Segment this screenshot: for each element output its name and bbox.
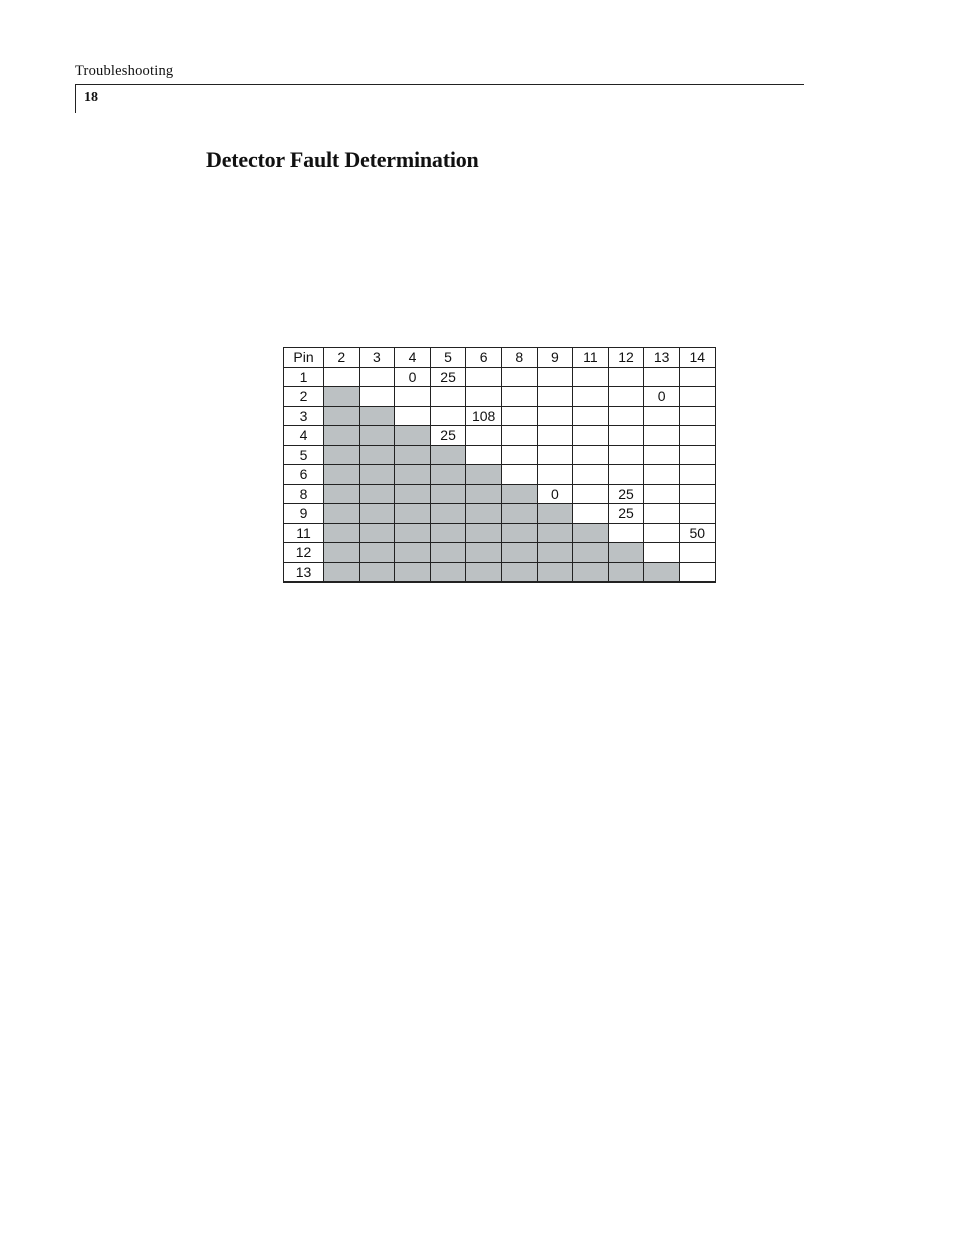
table-header-row (284, 348, 716, 368)
table-cell (537, 406, 573, 426)
table-row (284, 426, 716, 446)
table-row (284, 484, 716, 504)
table-cell (608, 406, 644, 426)
table-cell (573, 484, 609, 504)
column-header: 8 (501, 348, 537, 368)
row-pin-label: 5 (284, 445, 324, 465)
table-cell (608, 426, 644, 446)
shaded-cell (324, 465, 360, 485)
header-rule-vertical (75, 84, 76, 113)
table-cell (501, 406, 537, 426)
shaded-cell (537, 562, 573, 582)
row-pin-label: 13 (284, 562, 324, 582)
shaded-cell (359, 504, 395, 524)
table-cell (679, 484, 715, 504)
table-cell (501, 387, 537, 407)
table-corner-label: Pin (284, 348, 324, 368)
shaded-cell (537, 543, 573, 563)
column-header: 12 (608, 348, 644, 368)
shaded-cell (608, 543, 644, 563)
shaded-cell (573, 562, 609, 582)
pin-table-body (284, 348, 716, 583)
shaded-cell (324, 562, 360, 582)
table-cell (395, 406, 431, 426)
shaded-cell (430, 445, 466, 465)
table-cell (537, 426, 573, 446)
row-pin-label: 12 (284, 543, 324, 563)
shaded-cell (644, 562, 680, 582)
table-cell (679, 504, 715, 524)
table-cell (608, 523, 644, 543)
table-cell: 50 (679, 523, 715, 543)
shaded-cell (324, 426, 360, 446)
shaded-cell (359, 523, 395, 543)
table-cell (430, 406, 466, 426)
column-header: 14 (679, 348, 715, 368)
shaded-cell (359, 562, 395, 582)
table-cell (395, 387, 431, 407)
table-cell (359, 367, 395, 387)
table-cell (608, 445, 644, 465)
shaded-cell (573, 543, 609, 563)
shaded-cell (430, 523, 466, 543)
row-pin-label: 6 (284, 465, 324, 485)
table-cell (679, 543, 715, 563)
shaded-cell (395, 445, 431, 465)
table-cell (679, 406, 715, 426)
table-cell (537, 465, 573, 485)
table-cell (573, 426, 609, 446)
shaded-cell (395, 426, 431, 446)
row-pin-label: 11 (284, 523, 324, 543)
table-cell (324, 367, 360, 387)
table-row (284, 504, 716, 524)
table-cell (608, 387, 644, 407)
table-cell: 108 (466, 406, 502, 426)
shaded-cell (537, 523, 573, 543)
table-cell (644, 484, 680, 504)
table-cell: 25 (608, 504, 644, 524)
table-cell (466, 426, 502, 446)
table-cell (644, 426, 680, 446)
table-cell (679, 445, 715, 465)
shaded-cell (395, 523, 431, 543)
table-cell (501, 426, 537, 446)
table-cell (466, 387, 502, 407)
shaded-cell (359, 406, 395, 426)
table-cell (430, 387, 466, 407)
table-cell (644, 523, 680, 543)
table-cell (466, 367, 502, 387)
table-cell (644, 445, 680, 465)
shaded-cell (324, 445, 360, 465)
table-cell: 0 (644, 387, 680, 407)
header-rule (75, 84, 804, 85)
column-header: 9 (537, 348, 573, 368)
table-cell (679, 426, 715, 446)
row-pin-label: 1 (284, 367, 324, 387)
shaded-cell (359, 465, 395, 485)
table-cell (501, 445, 537, 465)
table-cell (573, 504, 609, 524)
shaded-cell (501, 543, 537, 563)
column-header: 2 (324, 348, 360, 368)
table-cell (679, 387, 715, 407)
shaded-cell (359, 484, 395, 504)
column-header: 4 (395, 348, 431, 368)
shaded-cell (395, 484, 431, 504)
row-pin-label: 4 (284, 426, 324, 446)
shaded-cell (324, 484, 360, 504)
shaded-cell (466, 562, 502, 582)
table-cell (573, 367, 609, 387)
shaded-cell (324, 523, 360, 543)
shaded-cell (430, 504, 466, 524)
table-cell (501, 367, 537, 387)
table-cell (644, 543, 680, 563)
column-header: 3 (359, 348, 395, 368)
shaded-cell (537, 504, 573, 524)
shaded-cell (573, 523, 609, 543)
table-cell (537, 367, 573, 387)
running-head: Troubleshooting (75, 63, 174, 79)
table-cell (573, 387, 609, 407)
table-cell (537, 387, 573, 407)
shaded-cell (395, 504, 431, 524)
shaded-cell (359, 426, 395, 446)
row-pin-label: 3 (284, 406, 324, 426)
table-row (284, 445, 716, 465)
table-cell: 25 (608, 484, 644, 504)
table-row (284, 387, 716, 407)
table-cell (644, 367, 680, 387)
table-cell (537, 445, 573, 465)
shaded-cell (395, 562, 431, 582)
row-pin-label: 8 (284, 484, 324, 504)
shaded-cell (430, 543, 466, 563)
table-row (284, 406, 716, 426)
row-pin-label: 9 (284, 504, 324, 524)
page-number: 18 (84, 90, 98, 105)
shaded-cell (466, 465, 502, 485)
shaded-cell (324, 406, 360, 426)
table-cell (573, 465, 609, 485)
shaded-cell (430, 465, 466, 485)
shaded-cell (359, 543, 395, 563)
shaded-cell (324, 543, 360, 563)
table-cell: 0 (537, 484, 573, 504)
pin-resistance-table (283, 347, 716, 583)
column-header: 6 (466, 348, 502, 368)
table-cell (644, 504, 680, 524)
shaded-cell (608, 562, 644, 582)
section-title: Detector Fault Determination (206, 147, 479, 172)
shaded-cell (501, 562, 537, 582)
shaded-cell (430, 484, 466, 504)
shaded-cell (466, 543, 502, 563)
shaded-cell (324, 504, 360, 524)
table-cell (608, 367, 644, 387)
shaded-cell (501, 484, 537, 504)
row-pin-label: 2 (284, 387, 324, 407)
table-row (284, 562, 716, 582)
table-cell: 25 (430, 367, 466, 387)
table-cell (573, 445, 609, 465)
shaded-cell (395, 465, 431, 485)
table-cell (644, 465, 680, 485)
table-cell: 25 (430, 426, 466, 446)
table-cell (466, 445, 502, 465)
table-cell (679, 562, 715, 582)
table-cell (608, 465, 644, 485)
table-cell (573, 406, 609, 426)
shaded-cell (324, 387, 360, 407)
shaded-cell (430, 562, 466, 582)
table-cell (679, 465, 715, 485)
shaded-cell (501, 523, 537, 543)
table-row (284, 523, 716, 543)
column-header: 13 (644, 348, 680, 368)
shaded-cell (359, 445, 395, 465)
shaded-cell (466, 504, 502, 524)
shaded-cell (395, 543, 431, 563)
shaded-cell (466, 484, 502, 504)
table-cell (679, 367, 715, 387)
table-cell (501, 465, 537, 485)
table-row (284, 543, 716, 563)
table-row (284, 367, 716, 387)
table-row (284, 465, 716, 485)
table-cell (644, 406, 680, 426)
column-header: 5 (430, 348, 466, 368)
table-cell (359, 387, 395, 407)
column-header: 11 (573, 348, 609, 368)
shaded-cell (466, 523, 502, 543)
table-cell: 0 (395, 367, 431, 387)
shaded-cell (501, 504, 537, 524)
